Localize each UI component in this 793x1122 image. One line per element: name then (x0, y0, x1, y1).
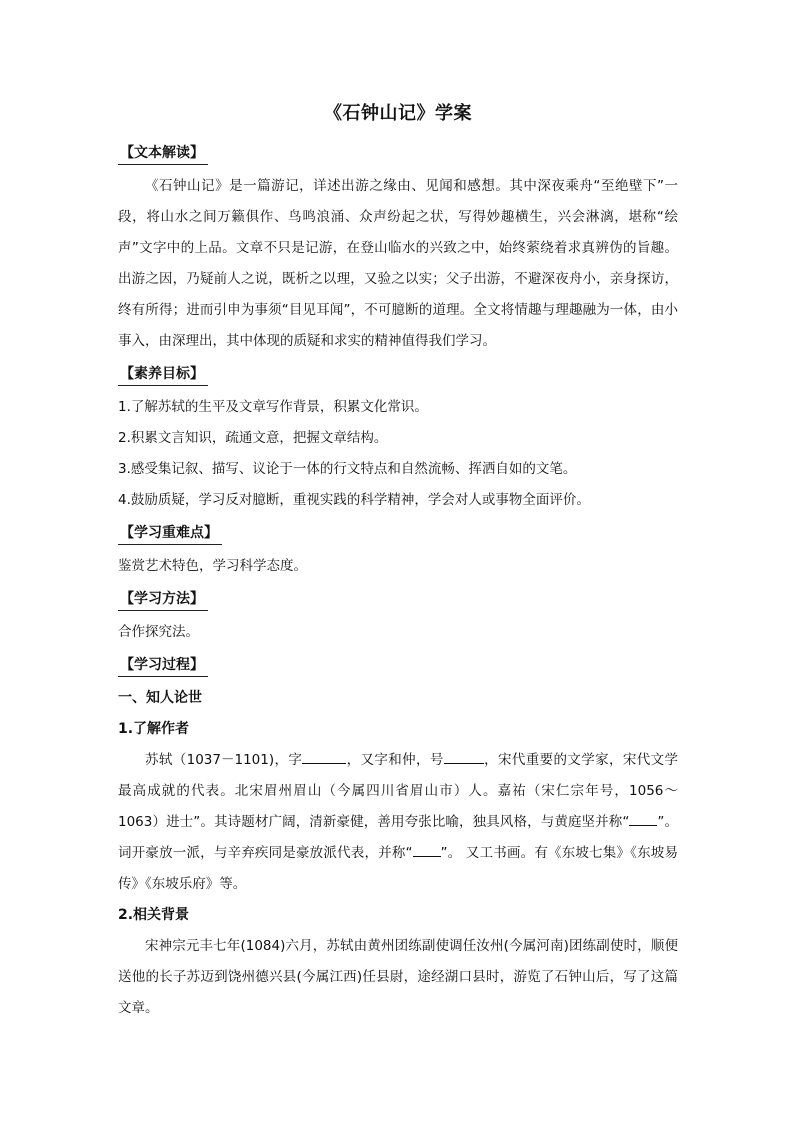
heading-reading: 【文本解读】 (118, 142, 208, 165)
fill-blank-ci-pair[interactable] (413, 842, 441, 857)
key-points-text: 鉴赏艺术特色，学习科学态度。 (118, 558, 307, 574)
part-heading: 一、知人论世 (118, 690, 202, 706)
goal-item: 2.积累文言知识，疏通文意，把握文章结构。 (118, 430, 388, 446)
author-paragraph (118, 745, 678, 900)
section-process (118, 654, 678, 677)
goal-item: 4.鼓励质疑，学习反对臆断，重视实践的科学精神，学会对人或事物全面评价。 (118, 492, 590, 508)
section-key-points (118, 522, 678, 545)
author-text: ，宋代重要的文学家，宋代文学最高成就的代表。北宋眉州眉山（今属四川省眉山市）人。嘉祐（宋仁宗年号，1056～1063）进士”。其诗题材广阔，清新豪健，善用夸张比喻，独具风格，与黄庭坚并称“ (118, 752, 679, 830)
section-method (118, 588, 678, 611)
author-text: ”。 又工书画。有《东坡七集》《东坡易传》《东坡乐府》等。 (118, 845, 678, 892)
page-title: 《石钟山记》学案 (324, 103, 472, 124)
document-page (118, 100, 678, 1024)
method-text: 合作探究法。 (118, 624, 199, 640)
fill-blank-hao[interactable] (444, 749, 484, 764)
goal-item: 3.感受集记叙、描写、议论于一体的行文特点和自然流畅、挥洒自如的文笔。 (118, 461, 577, 477)
section-reading (118, 142, 678, 165)
fill-blank-poetry-pair[interactable] (629, 811, 657, 826)
heading-key-points: 【学习重难点】 (118, 522, 222, 545)
heading-process: 【学习过程】 (118, 654, 208, 677)
author-text: ”。词开豪放一派，与辛弃疾同是豪放派代表，并称“ (118, 814, 678, 861)
heading-goals: 【素养目标】 (118, 363, 208, 386)
sub-heading-author: 1.了解作者 (118, 721, 190, 737)
author-text: ，又字和仲，号 (346, 752, 444, 768)
author-text: 苏轼（1037－1101)，字 (145, 752, 303, 768)
reading-text: 《石钟山记》是一篇游记，详述出游之缘由、见闻和感想。其中深夜乘舟“至绝壁下”一段，将山水之间万籁俱作、鸟鸣浪涌、众声纷起之状，写得妙趣横生，兴会淋漓，堪称“绘声”文字中的上品。文章不只是记游，在登山临水的兴致之中，始终萦绕着求真辨伪的旨趣。出游之因，乃疑前人之说，既析之以理，又验之以实；父子出游，不避深夜舟小，亲身探访，终有所得；进而引申为事须“目见耳闻”，不可臆断的道理。全文将情趣与理趣融为一体，由小事入，由深理出，其中体现的质疑和求实的精神值得我们学习。 (118, 178, 678, 349)
heading-method: 【学习方法】 (118, 588, 208, 611)
fill-blank-zi[interactable] (302, 749, 346, 764)
background-text: 宋神宗元丰七年(1084)六月，苏轼由黄州团练副使调任汝州(今属河南)团练副使时，顺便送他的长子苏迈到饶州德兴县(今属江西)任县尉，途经湖口县时，游览了石钟山后，写了这篇文章。 (118, 938, 678, 1016)
section-goals (118, 363, 678, 386)
goal-item: 1.了解苏轼的生平及文章写作背景，积累文化常识。 (118, 399, 428, 415)
sub-heading-background: 2.相关背景 (118, 907, 190, 923)
